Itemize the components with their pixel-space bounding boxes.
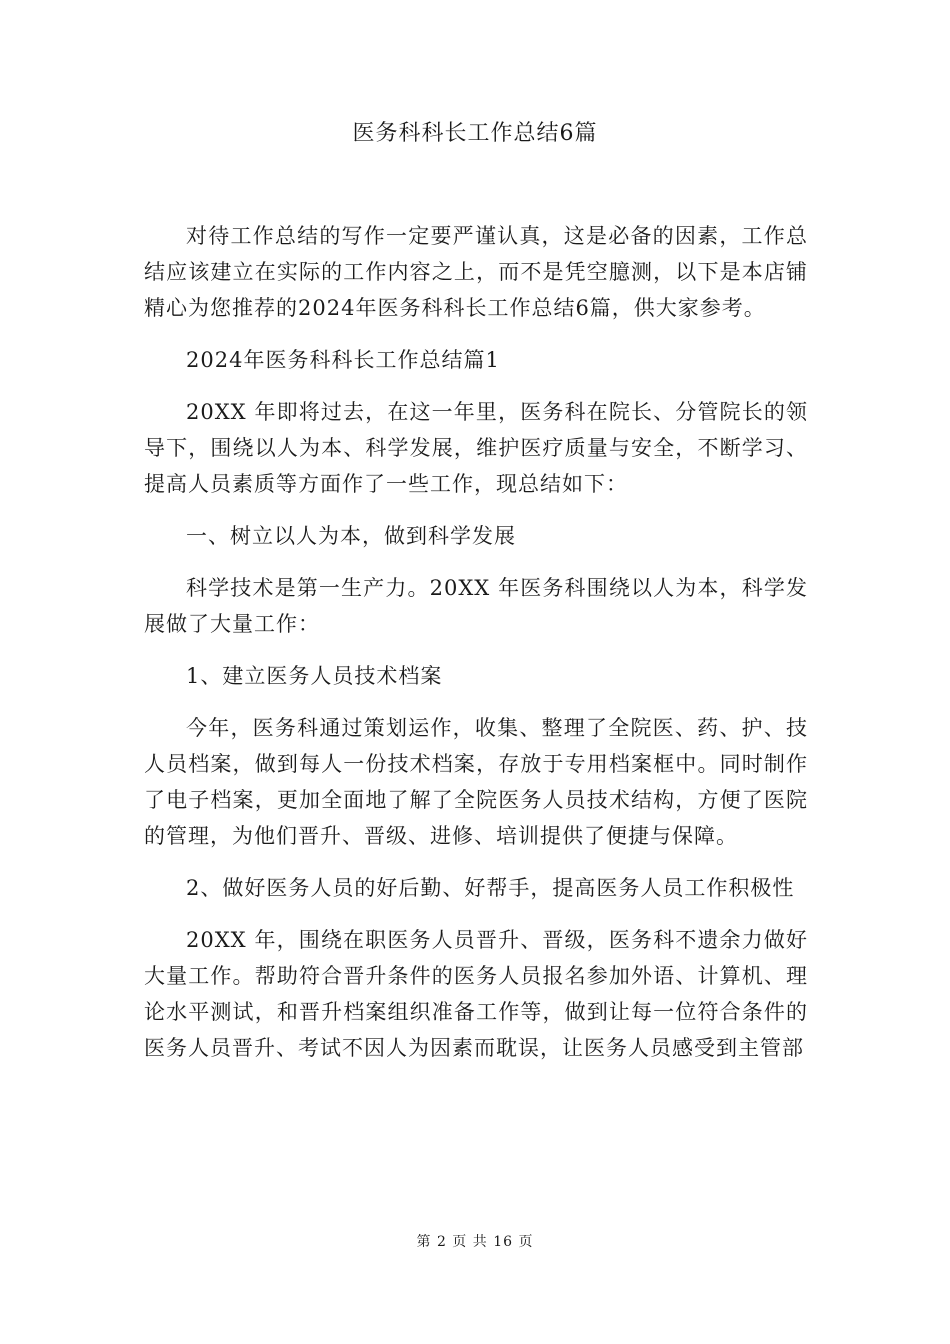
paragraph: 今年，医务科通过策划运作，收集、整理了全院医、药、护、技人员档案，做到每人一份技术档案，存放于专用档案框中。同时制作了电子档案，更加全面地了解了全院医务人员技术结构，方便了医院的管理，为他们晋升、晋级、进修、培训提供了便捷与保障。	[144, 716, 808, 848]
paragraph-intro: 对待工作总结的写作一定要严谨认真，这是必备的因素，工作总结应该建立在实际的工作内容之上，而不是凭空臆测，以下是本店铺精心为您推荐的2024年医务科科长工作总结6篇，供大家参考。	[144, 224, 808, 320]
subheading-1-2: 2、做好医务人员的好后勤、好帮手，提高医务人员工作积极性	[186, 876, 795, 900]
paragraph: 20XX 年，围绕在职医务人员晋升、晋级，医务科不遗余力做好大量工作。帮助符合晋升条件的医务人员报名参加外语、计算机、理论水平测试，和晋升档案组织准备工作等，做到让每一位符合条件的医务人员晋升、考试不因人为因素而耽误，让医务人员感受到主管部	[144, 928, 808, 1060]
subheading-1-1: 1、建立医务人员技术档案	[186, 664, 443, 688]
subheading-1: 一、树立以人为本，做到科学发展	[186, 524, 516, 548]
section-heading: 2024年医务科科长工作总结篇1	[186, 348, 500, 372]
page-footer: 第 2 页 共 16 页	[416, 1234, 534, 1250]
document-body	[144, 218, 808, 1082]
paragraph: 20XX 年即将过去，在这一年里，医务科在院长、分管院长的领导下，围绕以人为本、科学发展，维护医疗质量与安全，不断学习、提高人员素质等方面作了一些工作，现总结如下：	[144, 400, 808, 496]
document-title: 医务科科长工作总结6篇	[352, 121, 598, 146]
paragraph: 科学技术是第一生产力。20XX 年医务科围绕以人为本，科学发展做了大量工作：	[144, 576, 808, 636]
